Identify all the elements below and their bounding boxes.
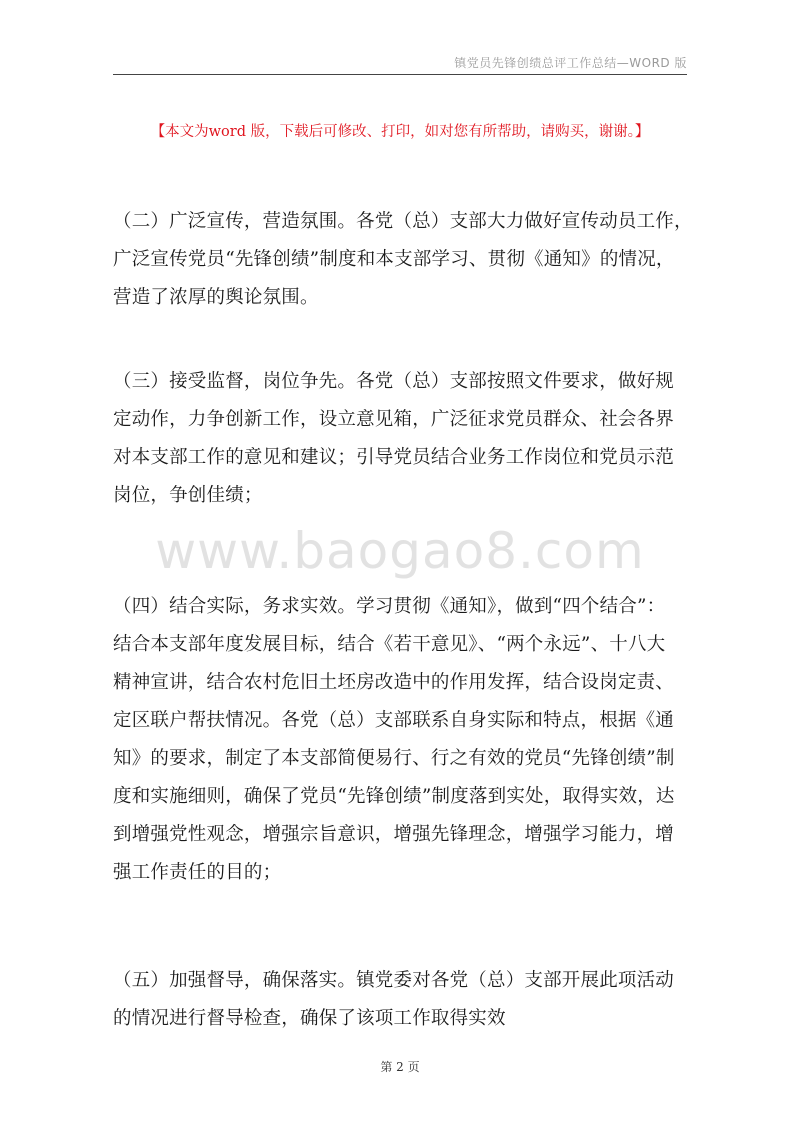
- paragraph-line: 定动作，力争创新工作，设立意见箱，广泛征求党员群众、社会各界: [113, 409, 675, 430]
- purchase-notice: 【本文为word 版，下载后可修改、打印，如对您有所帮助，请购买，谢谢。】: [150, 124, 650, 140]
- paragraph-line: 的情况进行督导检查，确保了该项工作取得实效: [113, 1008, 506, 1029]
- paragraph-line: （四）结合实际，务求实效。学习贯彻《通知》，做到“四个结合”：: [113, 596, 666, 617]
- paragraph-4: [113, 588, 687, 892]
- watermark-text: www.baogao8.com: [155, 522, 645, 580]
- paragraph-line: 对本支部工作的意见和建议；引导党员结合业务工作岗位和党员示范: [113, 447, 675, 468]
- paragraph-line: 知》的要求，制定了本支部简便易行、行之有效的党员“先锋创绩”制: [113, 748, 675, 769]
- paragraph-3: [113, 363, 687, 515]
- paragraph-line: 结合本支部年度发展目标，结合《若干意见》、“两个永远”、十八大: [113, 634, 666, 655]
- paragraph-line: 精神宣讲，结合农村危旧土坯房改造中的作用发挥，结合设岗定责、: [113, 672, 675, 693]
- paragraph-line: （二）广泛宣传，营造氛围。各党（总）支部大力做好宣传动员工作，: [113, 211, 693, 232]
- header-title: 镇党员先锋创绩总评工作总结—WORD 版: [454, 56, 687, 70]
- page-header: [113, 52, 687, 75]
- paragraph-5: [113, 962, 687, 1038]
- paragraph-line: 强工作责任的目的；: [113, 862, 282, 883]
- paragraph-line: 到增强党性观念，增强宗旨意识，增强先锋理念，增强学习能力，增: [113, 824, 675, 845]
- paragraph-line: 度和实施细则，确保了党员“先锋创绩”制度落到实处，取得实效，达: [113, 786, 675, 807]
- paragraph-line: 岗位，争创佳绩；: [113, 485, 263, 506]
- paragraph-line: 定区联户帮扶情况。各党（总）支部联系自身实际和特点，根据《通: [113, 710, 675, 731]
- paragraph-2: [113, 203, 693, 317]
- paragraph-line: 营造了浓厚的舆论氛围。: [113, 287, 319, 308]
- paragraph-line: （三）接受监督，岗位争先。各党（总）支部按照文件要求，做好规: [113, 371, 675, 392]
- page-number: 第 2 页: [380, 1060, 420, 1074]
- paragraph-line: （五）加强督导，确保落实。镇党委对各党（总）支部开展此项活动: [113, 970, 675, 991]
- paragraph-line: 广泛宣传党员“先锋创绩”制度和本支部学习、贯彻《通知》的情况，: [113, 249, 675, 270]
